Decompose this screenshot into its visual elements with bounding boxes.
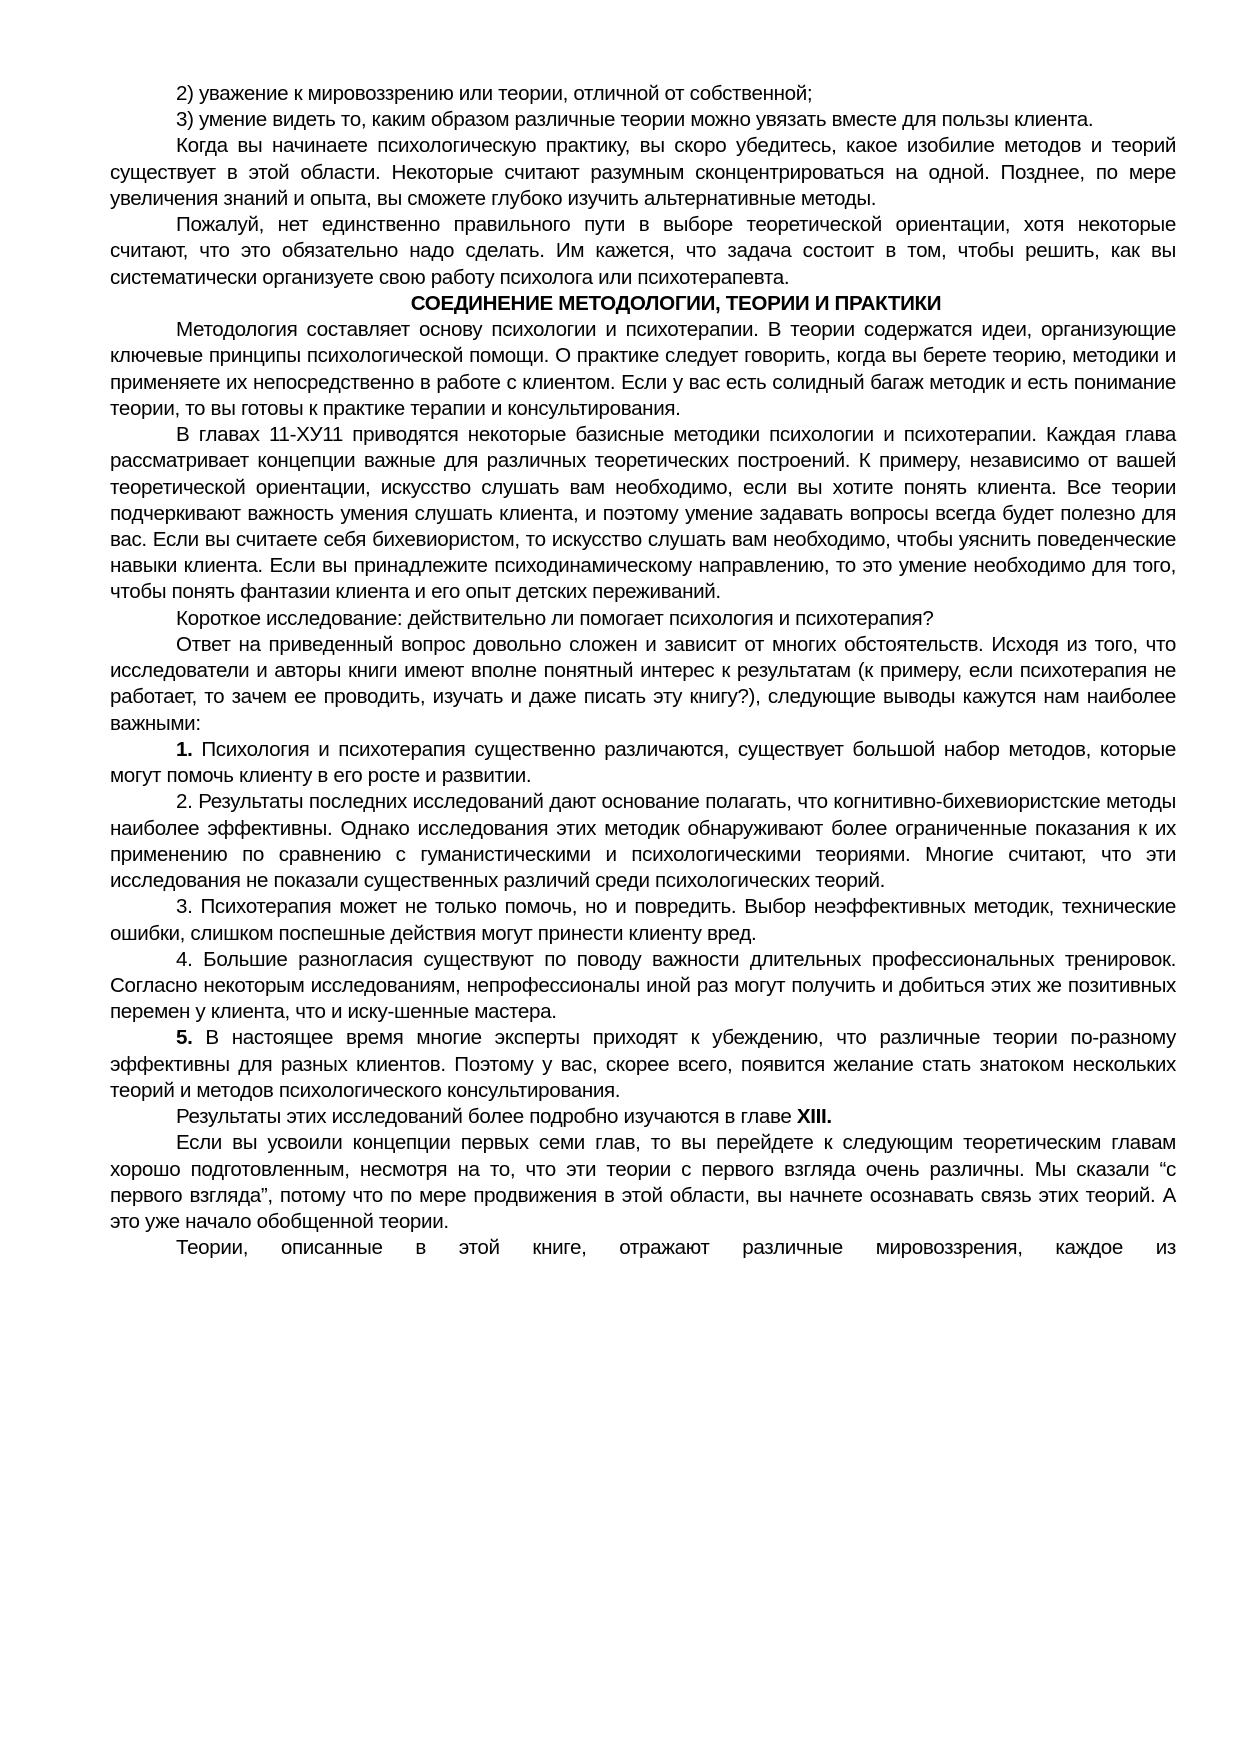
finding-item-2 xyxy=(110,789,1176,894)
finding-number: 4. xyxy=(176,947,193,971)
chapter-reference: XIII. xyxy=(796,1105,832,1129)
finding-text: В настоящее время многие эксперты приходят к убеждению, что различные теории по-разному эффективны для разных клиентов. Поэтому у вас, скорее всего, появится желание стать знатоком нескольких теорий и методов психологического консультирования. xyxy=(110,1026,1176,1102)
paragraph-theories-worldviews: Теории, описанные в этой книге, отражают различные мировоззрения, каждое из xyxy=(176,1236,1176,1260)
paragraph-methodology: Методология составляет основу психологии и психотерапии. В теории содержатся идеи, организующие ключевые принципы психологической помощи. О практике следует говорить, когда вы берете теорию, методики и применяете их непосредственно в работе с клиентом. Если у вас есть солидный багаж методик и есть понимание теории, то вы готовы к практике терапии и консультирования. xyxy=(110,318,1176,420)
finding-item-5 xyxy=(110,1025,1176,1104)
paragraph-chapters-overview: В главах 11-ХУ11 приводятся некоторые базисные методики психологии и психотерапии. Каждая глава рассматривает концепции важные для различных теоретических построений. К примеру, независимо от вашей теоретической ориентации, искусство слушать вам необходимо, если вы хотите понять клиента. Все теории подчеркивают важность умения слушать клиента, и поэтому умение задавать вопросы всегда будет полезно для вас. Если вы считаете себя бихевиористом, то искусство слушать вам необходимо, чтобы уяснить поведенческие навыки клиента. Если вы принадлежите психодинамическому направлению, то это умение необходимо для того, чтобы понять фантазии клиента и его опыт детских переживаний. xyxy=(110,423,1176,604)
results-note-text: Результаты этих исследований более подробно изучаются в главе xyxy=(176,1105,797,1129)
finding-text: Большие разногласия существуют по поводу важности длительных профессиональных тренировок. Согласно некоторым исследованиям, непрофессионалы иной раз могут получить и добиться этих же позитивных перемен у клиента, что и иску-шенные мастера. xyxy=(110,947,1176,1024)
finding-number: 1. xyxy=(176,737,193,761)
finding-item-3 xyxy=(110,894,1176,946)
finding-number: 5. xyxy=(176,1026,193,1050)
paragraph-theoretical-orientation: Пожалуй, нет единственно правильного пути в выборе теоретической ориентации, хотя некоторые считают, что это обязательно надо сделать. Им кажется, что задача состоит в том, чтобы решить, как вы систематически организуете свою работу психолога или психотерапевта. xyxy=(110,213,1176,289)
section-heading: СОЕДИНЕНИЕ МЕТОДОЛОГИИ, ТЕОРИИ И ПРАКТИКИ xyxy=(410,291,942,315)
paragraph-answer-intro: Ответ на приведенный вопрос довольно сложен и зависит от многих обстоятельств. Исходя из того, что исследователи и авторы книги имеют вполне понятный интерес к результатам (к примеру, если психотерапия не работает, то зачем ее проводить, изучать и даже писать эту книгу?), следующие выводы кажутся нам наиболее важными: xyxy=(110,632,1176,735)
paragraph-link-theories: 3) умение видеть то, каким образом различные теории можно увязать вместе для пользы клиента. xyxy=(176,108,1094,132)
paragraph-abundance-methods: Когда вы начинаете психологическую практику, вы скоро убедитесь, какое изобилие методов и теорий существует в этой области. Некоторые считают разумным сконцентрироваться на одной. Позднее, по мере увеличения знаний и опыта, вы сможете глубоко изучить альтернативные методы. xyxy=(110,134,1176,210)
paragraph-short-study-question: Короткое исследование: действительно ли помогает психология и психотерапия? xyxy=(176,606,934,630)
paragraph-respect-worldview: 2) уважение к мировоззрению или теории, отличной от собственной; xyxy=(176,82,813,105)
finding-text: Психология и психотерапия существенно различаются, существует большой набор методов, которые могут помочь клиенту в его росте и развитии. xyxy=(110,737,1176,788)
paragraph-results-note xyxy=(110,1104,1176,1130)
finding-number: 3. xyxy=(176,895,193,919)
finding-item-1 xyxy=(110,737,1176,789)
finding-text: Психотерапия может не только помочь, но и повредить. Выбор неэффективных методик, технические ошибки, слишком поспешные действия могут принести клиенту вред. xyxy=(110,895,1176,945)
finding-text: Результаты последних исследований дают основание полагать, что когнитивно-бихевиористские методы наиболее эффективны. Однако исследования этих методик обнаруживают более ограниченные показания к их применению по сравнению с гуманистическими и психологическими теориями. Многие считают, что эти исследования не показали существенных различий среди психологических теорий. xyxy=(110,790,1176,893)
paragraph-first-seven-chapters: Если вы усвоили концепции первых семи глав, то вы перейдете к следующим теоретическим главам хорошо подготовленным, несмотря на то, что эти теории с первого взгляда очень различны. Мы сказали “с первого взгляда”, потому что по мере продвижения в этой области, вы начнете осознавать связь этих теорий. А это уже начало обобщенной теории. xyxy=(110,1131,1176,1234)
finding-item-4 xyxy=(110,947,1176,1026)
finding-number: 2. xyxy=(176,790,193,814)
document-page xyxy=(110,81,1176,1262)
